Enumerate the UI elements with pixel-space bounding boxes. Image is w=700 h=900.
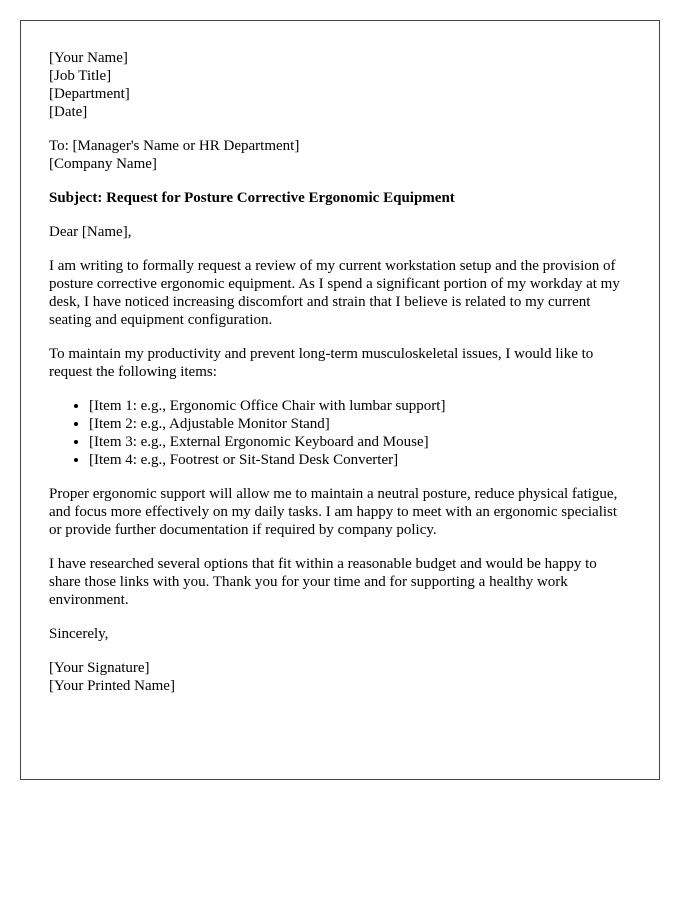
sender-job-title: [Job Title] xyxy=(49,68,112,84)
salutation: Dear [Name], xyxy=(49,224,132,240)
printed-name: [Your Printed Name] xyxy=(49,678,175,694)
signature: [Your Signature] xyxy=(49,660,150,676)
recipient-company: [Company Name] xyxy=(49,156,157,172)
closing: Sincerely, xyxy=(49,626,109,642)
subject-line: Subject: Request for Posture Corrective Ergonomic Equipment xyxy=(49,190,455,206)
list-item: • [Item 1: e.g., Ergonomic Office Chair with lumbar support] xyxy=(89,397,631,415)
list-item: • [Item 2: e.g., Adjustable Monitor Stand] xyxy=(89,415,631,433)
list-item: • [Item 3: e.g., External Ergonomic Keyboard and Mouse] xyxy=(89,433,631,451)
sender-department: [Department] xyxy=(49,86,130,102)
body-paragraph-3: Proper ergonomic support will allow me to maintain a neutral posture, reduce physical fatigue, and focus more effectively on my daily tasks. I am happy to meet with an ergonomic specialist or provide further documentation if required by company policy. xyxy=(49,486,618,538)
body-paragraph-1: I am writing to formally request a review of my current workstation setup and the provision of posture corrective ergonomic equipment. As I spend a significant portion of my workday at my desk, I have noticed increasing discomfort and strain that I believe is related to my current seating and equipment configuration. xyxy=(49,258,620,328)
request-items-list xyxy=(49,397,631,469)
recipient-to: To: [Manager's Name or HR Department] xyxy=(49,138,300,154)
letter-page xyxy=(20,20,660,780)
sender-block xyxy=(49,49,631,121)
signature-block xyxy=(49,659,631,695)
letter-date: [Date] xyxy=(49,104,88,120)
body-paragraph-4: I have researched several options that fit within a reasonable budget and would be happy to share those links with you. Thank you for your time and for supporting a healthy work environment. xyxy=(49,556,597,608)
list-item: • [Item 4: e.g., Footrest or Sit-Stand Desk Converter] xyxy=(89,451,631,469)
body-paragraph-2: To maintain my productivity and prevent long-term musculoskeletal issues, I would like to request the following items: xyxy=(49,346,594,380)
sender-name: [Your Name] xyxy=(49,50,128,66)
recipient-block xyxy=(49,137,631,173)
